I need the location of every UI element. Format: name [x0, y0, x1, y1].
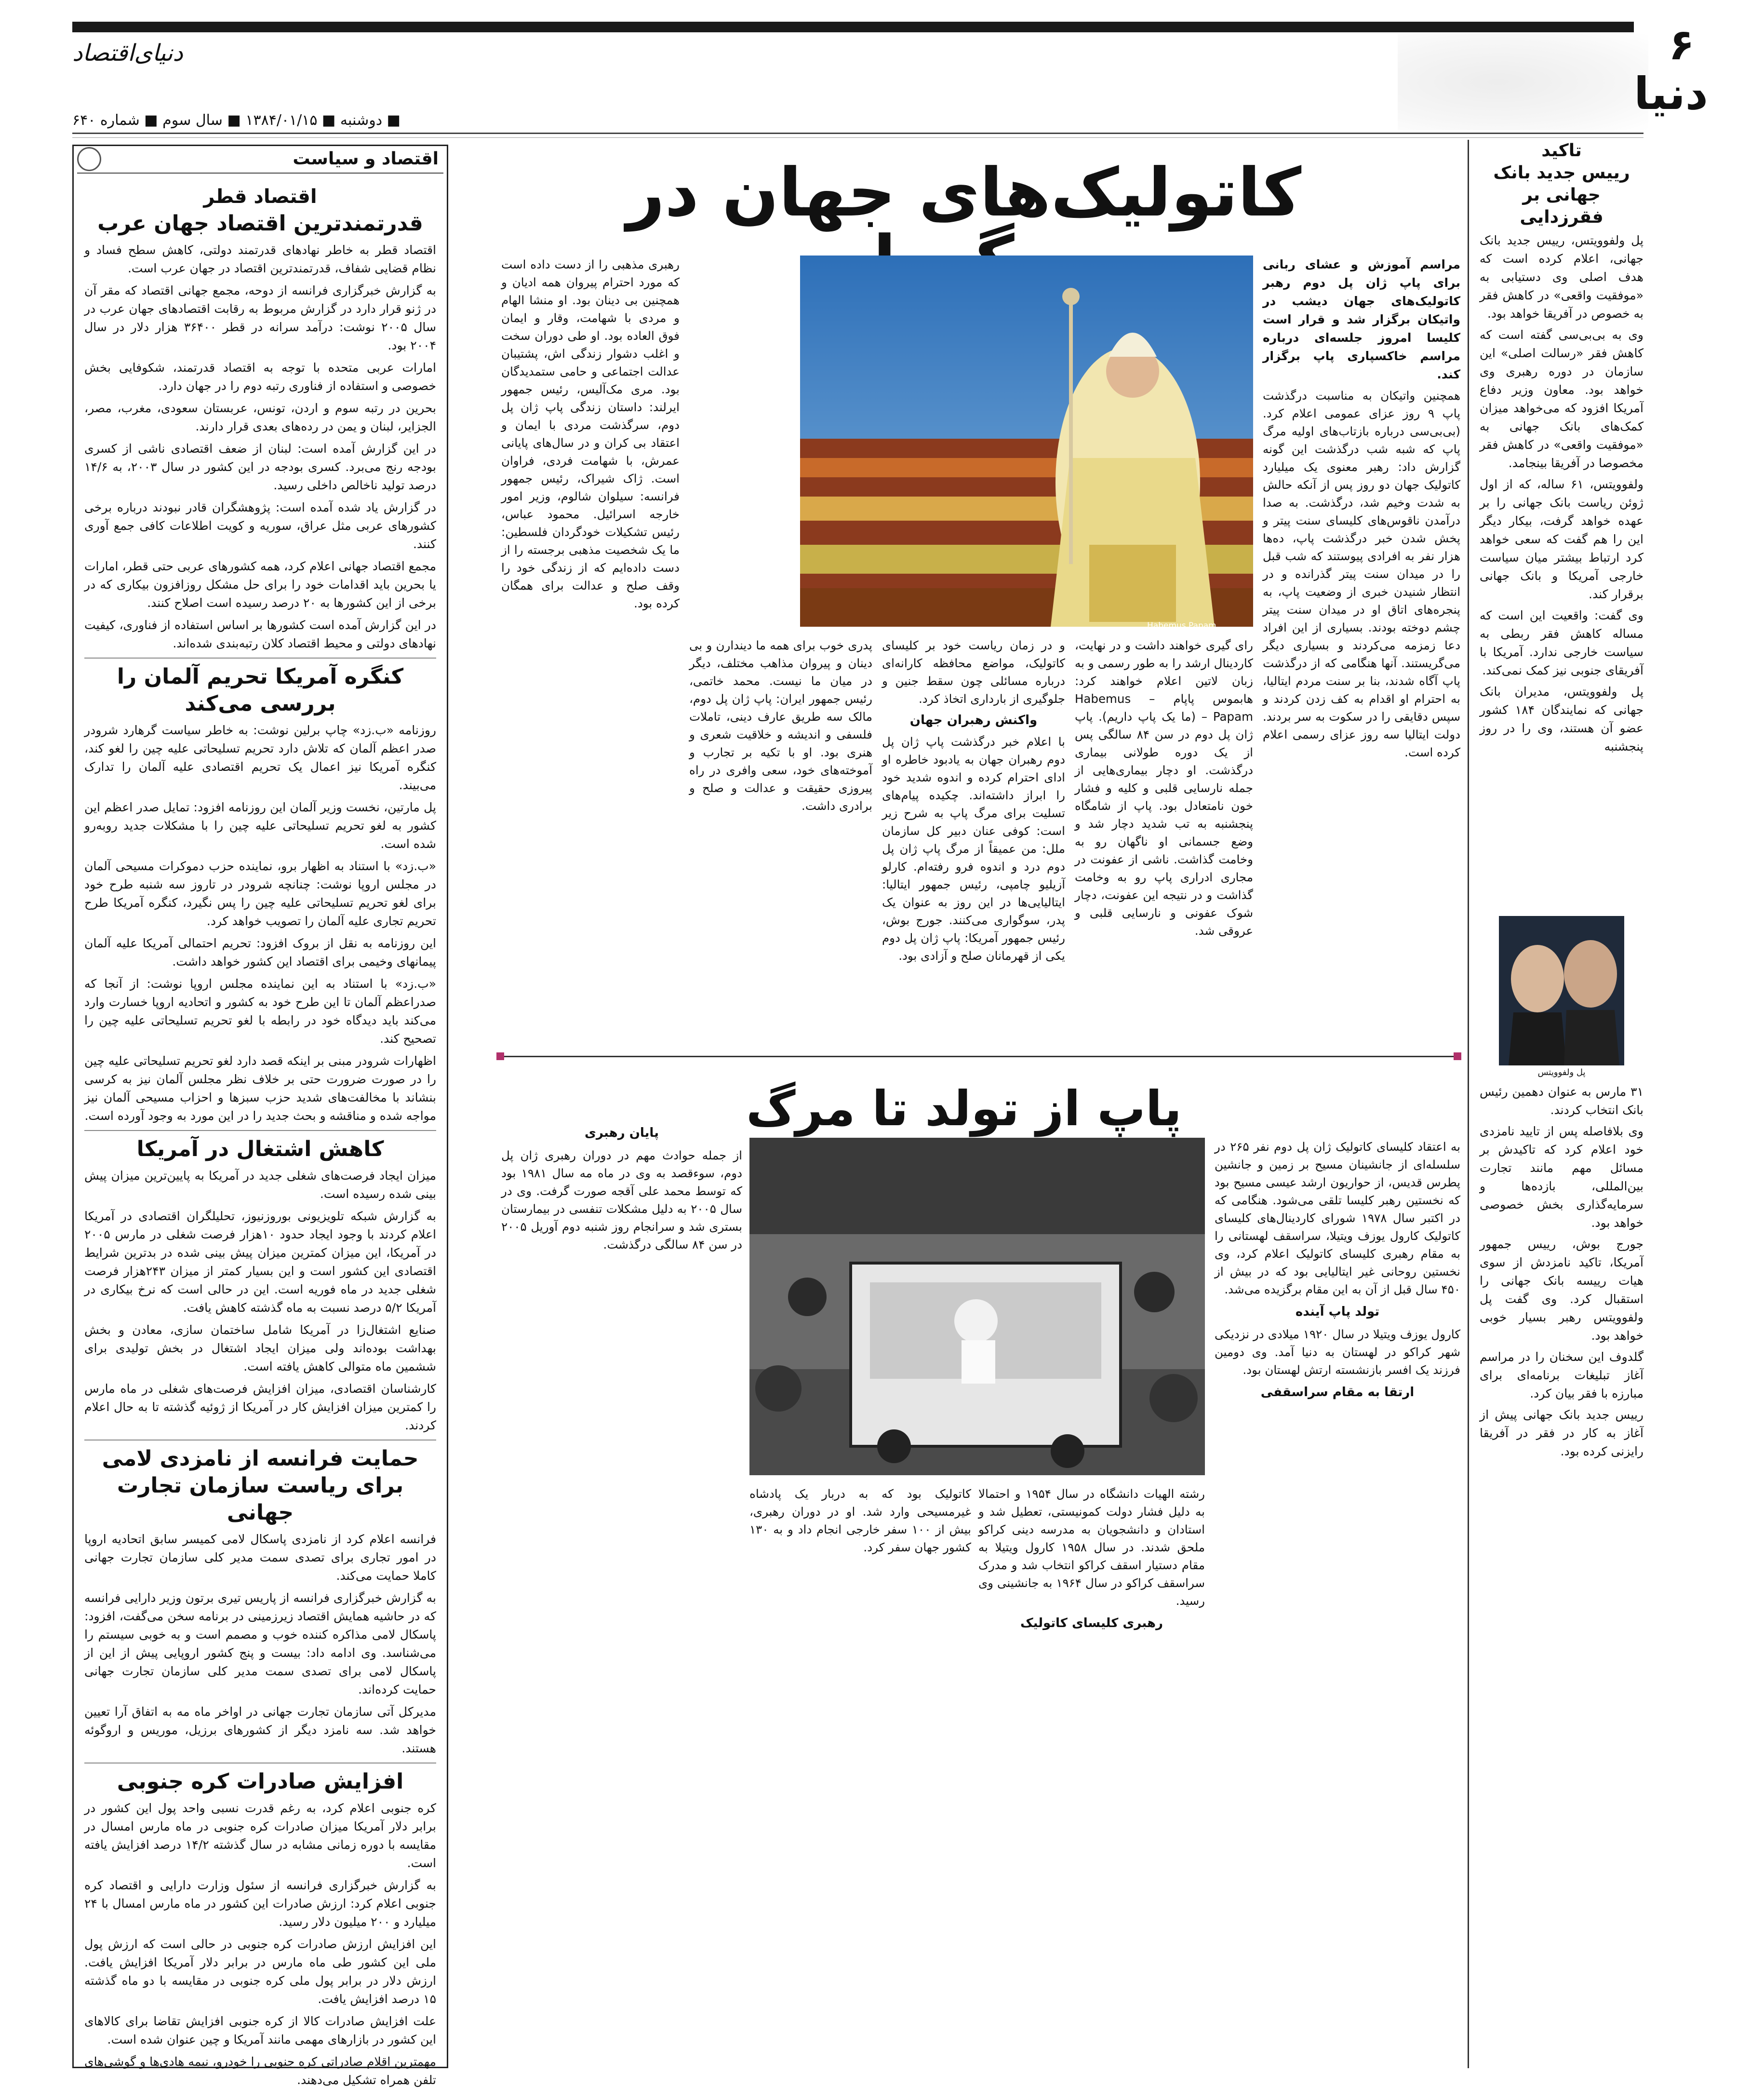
article-paragraph: این روزنامه به نقل از بروک افزود: تحریم احتمالی آمریکا علیه آلمان پیمانهای وخیمی برای اقتصاد این کشور خواهد داشت.	[84, 936, 436, 969]
left-column-section-label: اقتصاد و سیاست	[77, 145, 443, 174]
article-paragraph: «ب.زد» با استناد به این نماینده مجلس اروپا نوشت: از آنجا که صدراعظم آلمان تا این طرح خود به کشور و اتحادیه اروپا خسارت وارد می‌کند باید دیدگاه خود در رابطه با لغو تحریم تسلیحاتی علیه چین را تصحیح کند.	[84, 977, 436, 1046]
article-paragraph: روزنامه «ب.زد» چاپ برلین نوشت: به خاطر سیاست گرهارد شرودر صدر اعظم آلمان که تلاش دارد تحریم تسلیحاتی علیه چین را لغو کند، کنگره آمریکا نیز اعمال یک تحریم اقتصادی علیه آلمان را تدارک می‌بیند.	[84, 723, 436, 792]
page-number: ۶	[1655, 18, 1708, 71]
story-separator	[501, 1056, 1460, 1057]
right-column-bottom	[1480, 1080, 1643, 2054]
sidebar-paragraph: پل ولفوویتس، رییس جدید بانک جهانی، اعلام کرده است که هدف اصلی وی دستیابی به «موفقیت واقعی» در کاهش فقر به خصوص در آفریقا خواهد بود.	[1480, 233, 1643, 321]
sidebar-paragraph: جورج بوش، رییس جمهور آمریکا، تاکید نامزدش از سوی هیات رییسه بانک جهانی را استقبال کرد. وی گفت پل ولفوویتس رهبر بسیار خوبی خواهد بود.	[1480, 1237, 1643, 1343]
article-paragraph: در این گزارش آمده است: لبنان از ضعف اقتصادی ناشی از کسری بودجه رنج می‌برد. کسری بودجه در این کشور در سال ۲۰۰۳، به ۱۴/۶ درصد تولید ناخالص داخلی رسید.	[84, 442, 436, 492]
article-paragraph: در این گزارش آمده است کشورها بر اساس استفاده از فناوری، کیفیت نهادهای دولتی و محیط اقتصاد کلان رتبه‌بندی شده‌اند.	[84, 618, 436, 650]
sidebar-paragraph: وی به بی‌بی‌سی گفته است که کاهش فقر «رسالت اصلی» این سازمان در دوره رهبری وی خواهد بود. معاون وزیر دفاع آمریکا افزود که می‌خواهد میزان کمک‌های بانک جهانی به «موفقیت واقعی» در کاهش فقر مخصوصا در آفریقا بینجامد.	[1480, 328, 1643, 470]
article-title: کنگره آمریکا تحریم آلمان را بررسی می‌کند	[117, 664, 404, 716]
brand-logo: دنیای‌اقتصاد	[72, 40, 183, 67]
article-paragraph: بحرین در رتبه سوم و اردن، تونس، عربستان سعودی، مغرب، مصر، الجزایر، لبنان و یمن در رده‌های بعدی قرار دارند.	[84, 401, 436, 433]
popemobile-photo	[749, 1138, 1205, 1475]
header-rule	[72, 133, 1643, 134]
photo-caption: Habemus Papam	[1147, 621, 1216, 631]
article-paragraph: میزان ایجاد فرصت‌های شغلی جدید در آمریکا به پایین‌ترین میزان پیش بینی شده رسیده است.	[84, 1169, 436, 1201]
sidebar-paragraph: ۳۱ مارس به عنوان دهمین رئیس بانک انتخاب کردند.	[1480, 1085, 1643, 1117]
globe-icon	[77, 147, 101, 171]
article-qatar	[84, 183, 436, 653]
main-story-column-5	[501, 256, 680, 1046]
main-story-text: رای گیری خواهند داشت و در نهایت، کاردینال ارشد را به طور رسمی و به زبان لاتین اعلام خواهند کرد: هابموس پاپام – Habemus Papam – (ما یک پاپ داریم). پاپ ژان پل دوم در سن ۸۴ سالگی پس از یک دوره طولانی بیماری درگذشت. او دچار بیماری‌هایی از جمله نارسایی قلبی و کلیه و فشار خون نامتعادل بود. پاپ از شامگاه پنجشنبه به تب شدید دچار شد و وضع جسمانی او ناگهان رو به وخامت گذاشت. ناشی از عفونت در مجاری ادراری پاپ رو به وخامت گذاشت و در نتیجه این عفونت، دچار شوک عفونی و نارسایی قلبی و عروقی شد.	[1075, 638, 1253, 938]
main-story-text: و در زمان ریاست خود بر کلیسای کاتولیک، مواضع محافظه کارانه‌ای درباره مسائلی چون سقط جنین و جلوگیری از بارداری اتخاذ کرد.	[882, 638, 1065, 706]
left-column-content	[84, 183, 436, 2087]
wolfowitz-photo-image	[1499, 916, 1624, 1065]
main-story-text: با اعلام خبر درگذشت پاپ ژان پل دوم رهبران جهان به یادبود خاطره او ادای احترام کرده و اندوه شدید خود را ابراز داشته‌اند. چکیده پیام‌های تسلیت برای مرگ پاپ به شرح زیر است: کوفی عنان دبیر کل سازمان ملل: من عمیقاً از مرگ پاپ ژان پل دوم درد و اندوه فرو رفته‌ام. کارلو آزیلیو چامپی، رئیس جمهور ایتالیا: ایتالیایی‌ها در این روز به عنوان یک پدر، سوگواری می‌کنند. جورج بوش، رئیس جمهور آمریکا: پاپ ژان پل دوم یکی از قهرمانان صلح و آزادی بود.	[882, 735, 1065, 963]
main-story-column-2	[1075, 636, 1253, 1046]
header-rule-thin	[72, 137, 1643, 138]
article-title: حمایت فرانسه از نامزدی لامی برای ریاست سازمان تجارت جهانی	[102, 1446, 419, 1525]
separator-marker	[496, 1052, 504, 1060]
article-title: قدرتمند‌ترین اقتصاد جهان عرب	[97, 211, 423, 236]
main-story-text: رهبری مذهبی را از دست داده است که مورد احترام پیروان همه ادیان و همچنین بی دینان بود. او منشا الهام و مردی با شهامت، وقار و ایمان فوق العاده بود. او طی دوران سخت و اغلب دشوار زندگی اش، پشتیبان عدالت اجتماعی و حامی ستمدیدگان بود. مری مک‌آلیس، رئیس جمهور ایرلند: داستان زندگی پاپ ژان پل دوم، سرگذشت مردی با ایمان و اعتقاد بی کران و در سال‌های پایانی عمرش، با شهامت فردی، فراوان است. ژاک شیراک، رئیس جمهور فرانسه: سیلوان شالوم، وزیر امور خارجه اسرائیل. محمود عباس، رئیس تشکیلات خودگردان فلسطین: ما یک شخصیت مذهبی برجسته را از دست داده‌ایم که از زندگی خود را وقف صلح و عدالت برای همگان کرده بود.	[501, 257, 680, 610]
article-paragraph: این افزایش ارزش صادرات کره جنوبی در حالی است که ارزش پول ملی این کشور طی ماه مارس در برابر دلار آمریکا افزایش یافت. ارزش دلار در برابر پول ملی کره جنوبی در مقایسه با دو ماه گذشته ۱۵ درصد افزایش یافت.	[84, 1937, 436, 2006]
article-paragraph: «ب.زد» با استناد به اظهار برو، نماینده حزب دموکرات مسیحی آلمان در مجلس اروپا نوشت: چنانچه شرودر در تاروز سه شنبه طرح خود برای لغو تحریم تسلیحاتی علیه چین را پس نگیرد، کنگره آمریکا طرح تحریم تجاری علیه آلمان را تصویب خواهد کرد.	[84, 859, 436, 928]
right-column-top	[1480, 140, 1643, 911]
article-paragraph: اقتصاد قطر به خاطر نهادهای قدرتمند دولتی، کاهش سطح فساد و نظام قضایی شفاف، قدرتمندترین اقتصاد در جهان عرب است.	[84, 243, 436, 275]
article-germany-sanctions	[84, 663, 436, 1125]
article-paragraph: مهمترین اقلام صادراتی کره جنوبی را خودرو، نیمه هادی‌ها و گوشی‌های تلفن همراه تشکیل می‌دهند.	[84, 2055, 436, 2087]
article-paragraph: کره جنوبی اعلام کرد، به رغم قدرت نسبی واحد پول این کشور در برابر دلار آمریکا میزان صادرات کره جنوبی در ماه مارس امسال در مقایسه با دوره زمانی مشابه در سال گذشته ۱۴/۲ درصد افزایش یافته است.	[84, 1801, 436, 1870]
pope-photo-image	[800, 256, 1253, 627]
subhead-archbishop: ارتقا به مقام سراسقفی	[1260, 1385, 1415, 1400]
second-story-column-2	[978, 1485, 1205, 2054]
article-paragraph: به گزارش خبرگزاری فرانسه از سئول وزارت دارایی و اقتصاد کره جنوبی اعلام کرد: ارزش صادرات این کشور در ماه مارس امسال با ۲۴ میلیارد و ۲۰۰ میلیون دلار رسید.	[84, 1878, 436, 1929]
main-story-column-1	[1263, 256, 1460, 1046]
article-kicker: اقتصاد قطر	[203, 186, 317, 208]
subhead-world-leaders: واکنش رهبران جهان	[909, 713, 1038, 727]
article-us-jobs	[84, 1136, 436, 1435]
article-paragraph: به گزارش خبرگزاری فرانسه از دوحه، مجمع جهانی اقتصاد که مقر آن در ژنو قرار دارد در گزارش مربوط به رقابت اقتصادهای جهان عرب در سال ۲۰۰۵ نوشت: درآمد سرانه در قطر ۳۶۴۰۰ هزار دلار در سال ۲۰۰۴ بود.	[84, 283, 436, 352]
article-paragraph: امارات عربی متحده با توجه به اقتصاد قدرتمند، شکوفایی بخش خصوصی و استفاده از فناوری رتبه دوم را در جهان دارد.	[84, 361, 436, 393]
divider	[84, 658, 436, 659]
subhead-birth: تولد پاپ آینده	[1295, 1305, 1380, 1319]
sidebar-paragraph: پل ولفوویتس، مدیران بانک جهانی که نمایندگان ۱۸۴ کشور عضو آن هستند، وی را در روز پنجشنبه	[1480, 685, 1643, 754]
main-story-column-4	[689, 636, 872, 1046]
second-headline: پاپ از تولد تا مرگ	[746, 1080, 1182, 1137]
main-headline: کاتولیک‌های جهان در	[626, 154, 1302, 231]
article-paragraph: صنایع اشتغال‌زا در آمریکا شامل ساختمان سازی، معادن و بخش بهداشت بوده‌اند ولی میزان ایجاد اشتغال در بخش تولیدی برای ششمین ماه متوالی کاهش یافته است.	[84, 1323, 436, 1373]
sidebar-paragraph: ولفوویتس، ۶۱ ساله، که از اول ژوئن ریاست بانک جهانی را بر عهده خواهد گرفت، بیکار دیگر این را هم گفت که سعی خواهد کرد ارتباط بیشتر میان سیاست خارجی آمریکا و بانک جهانی برقرار کند.	[1480, 477, 1644, 601]
subhead-leadership: رهبری کلیسای کاتولیک	[1020, 1616, 1163, 1630]
main-story-text: همچنین واتیکان به مناسبت درگذشت پاپ ۹ روز عزای عمومی اعلام کرد. (بی‌بی‌سی درباره بازتاب‌های اولیه مرگ پاپ که شبه شب درگذشت این گونه گزارش داد: رهبر معنوی یک میلیارد کاتولیک جهان دو روز پس از آنکه حالش به شدت وخیم شد، درگذشت. به صدا درآمدن ناقوس‌های کلیسای سنت پیتر و پخش شدن خبر درگذشت پاپ، ده‌ها هزار نفر به افرادی پیوستند که شب قبل را در میدان سنت پیتر گذرانده و در انتظار شنیدن خبری از وضعیت پاپ، به پنجره‌های اتاق او در میدان سنت پیتر چشم دوخته بودند. بسیاری از این افراد دعا زمزمه می‌کردند و بسیاری دیگر می‌گریستند. آنها هنگامی که از درگذشت پاپ آگاه شدند، بنا بر سنت مردم ایتالیا، به احترام او اقدام به کف زدن کردند و سپس دقایقی را در سکوت به سر بردند. دولت ایتالیا سه روز عزای رسمی اعلام کرده است.	[1263, 389, 1460, 759]
second-story-text: کاتولیک بود که به دربار یک پادشاه غیرمسیحی وارد شد. او در دوران رهبری، بیش از ۱۰۰ سفر خارجی انجام داد و به ۱۳۰ کشور جهان سفر کرد.	[749, 1487, 971, 1554]
sidebar-paragraph: وی بلافاصله پس از تایید نامزدی خود اعلام کرد که تاکیدش بر مسائل مهم مانند تجارت بین‌المللی، بازده‌ها و سرمایه‌گذاری بخش خصوصی خواهد بود.	[1480, 1124, 1643, 1230]
sidebar-kicker: تاکید	[1541, 141, 1582, 161]
second-story-text: رشته الهیات دانشگاه در سال ۱۹۵۴ و احتمالا به دلیل فشار دولت کمونیستی، تعطیل شد و استادان و دانشجویان به مدرسه دینی کراکو ملحق شدند. در سال ۱۹۵۸ کارول ویتیلا به مقام دستیار اسقف کراکو انتخاب شد و مدرک سراسقف کراکو در سال ۱۹۶۴ به جانشینی وی رسید.	[978, 1487, 1205, 1608]
article-paragraph: پل مارتین، نخست وزیر آلمان این روزنامه افزود: تمایل صدر اعظم این کشور به لغو تحریم تسلیحاتی علیه چین را با مشکلات جدید روبه‌رو شده است.	[84, 800, 436, 851]
article-paragraph: مدیرکل آتی سازمان تجارت جهانی در اواخر ماه مه به اتفاق آرا تعیین خواهد شد. سه نامزد دیگر از کشورهای برزیل، موریس و اروگوئه هستند.	[84, 1705, 436, 1755]
wolfowitz-caption: پل ولفوویتس	[1537, 1067, 1586, 1077]
second-story-column-1	[1215, 1138, 1460, 2054]
article-title: کاهش اشتغال در آمریکا	[136, 1137, 384, 1161]
popemobile-photo-image	[749, 1138, 1205, 1475]
article-france-lamy	[84, 1445, 436, 1758]
second-story-column-3	[749, 1485, 971, 2054]
pope-photo	[800, 256, 1253, 627]
second-story-text: از جمله حوادث مهم در دوران رهبری ژان پل دوم، سوءقصد به وی در ماه مه سال ۱۹۸۱ بود که توسط محمد علی آقجه صورت گرفت. وی در سال ۲۰۰۵ به دلیل مشکلات تنفسی در بیمارستان بستری شد و سرانجام روز شنبه دوم آوریل ۲۰۰۵ در سن ۸۴ سالگی درگذشت.	[501, 1148, 742, 1252]
right-column-rule	[1468, 140, 1469, 2068]
article-korea-exports	[84, 1768, 436, 2089]
sidebar-title: رییس جدید بانک جهانی بر فقرزدایی	[1493, 163, 1630, 227]
subhead-end: پایان رهبری	[585, 1126, 659, 1140]
main-story-lead: مراسم آموزش و عشای ربانی برای پاپ ژان پل دوم رهبر کاتولیک‌های جهان دیشب در واتیکان برگزار شد و قرار است کلیسا امروز جلسه‌ای درباره مراسم خاکسپاری پاپ برگزار کند.	[1263, 257, 1460, 381]
article-title: افزایش صادرات کره جنوبی	[117, 1769, 404, 1794]
top-rule	[72, 22, 1634, 32]
sidebar-paragraph: وی گفت: واقعیت این است که مساله کاهش فقر ربطی به سیاست خارجی ندارد. آمریکا با آفریقای جنوبی نیز کمک نمی‌کند.	[1480, 608, 1643, 677]
article-paragraph: اظهارات شرودر مبنی بر اینکه قصد دارد لغو تحریم تسلیحاتی علیه چین را در صورت ضرورت حتی بر خلاف نظر مجلس آلمان نیز به کرسی بنشاند با مخالفت‌های شدید حزب سبزها و احزاب مسیحی آلمان نیز مواجه شده و مناقشه و بحث جدید را در این مورد به وجود آورده است.	[84, 1054, 436, 1123]
sidebar-paragraph: گلدوف این سخنان را در مراسم آغاز تبلیغات برنامه‌ای برای مبارزه با فقر بیان کرد.	[1480, 1350, 1643, 1400]
section-title: دنیا	[1634, 68, 1708, 120]
separator-marker	[1454, 1052, 1461, 1060]
main-story-column-3	[882, 636, 1065, 1046]
article-paragraph: به گزارش خبرگزاری فرانسه از پاریس تیری برتون وزیر دارایی فرانسه که در حاشیه همایش اقتصاد زیرزمینی در برنامه سخن می‌گفت، افزود: پاسکال لامی مذاکره کننده خوب و مصمم است و به خوبی سیستم را می‌شناسد. وی ادامه داد: بیست و پنج کشور اروپایی پیش از این از پاسکال لامی برای تصدی سمت مدیر کلی سازمان تجارت جهانی حمایت کرده‌اند.	[84, 1591, 436, 1696]
article-paragraph: مجمع اقتصاد جهانی اعلام کرد، همه کشورهای عربی حتی قطر، امارات یا بحرین باید اقدامات خود را برای حل مشکل روزافزون بیکاری که در برخی از این کشورها به ۲۰ درصد رسیده است اصلاح کنند.	[84, 559, 436, 610]
wolfowitz-photo	[1499, 916, 1624, 1065]
dateline: ■ دوشنبه ■ ۱۳۸۴/۰۱/۱۵ ■ سال سوم ■ شماره ۶۴۰	[72, 112, 401, 129]
main-story-text: پدری خوب برای همه ما دیندارن و بی دینان و پیروان مذاهب مختلف، دیگر در میان ما نیست. محمد خاتمی، رئیس جمهور ایران: پاپ ژان پل دوم، مالک سه طریق عارف دینی، تاملات فلسفی و اندیشه و خلاقیت شعری و هنری بود. او با تکیه بر تجارب و آموخته‌های خود، سعی وافری در راه پیروزی حقیقت و عدالت و صلح و برادری داشت.	[689, 638, 872, 813]
second-story-text: به اعتقاد کلیسای کاتولیک ژان پل دوم نفر ۲۶۵ در سلسله‌ای از جانشینان مسیح بر زمین و جانشین پطرس قدیس، از حواریون ارشد عیسی مسیح بود که نخستین رهبر کلیسا تلقی می‌شود. هنگامی که در اکتبر سال ۱۹۷۸ شورای کاردینال‌های کلیسای کاتولیک کارول یوزف ویتیلا، سراسقف لهستانی را به مقام رهبری کلیسای کاتولیک اعلام کرد، وی نخستین روحانی غیر ایتالیایی بود که در بیش از ۴۵۰ سال قبل از آن به این مقام برگزیده می‌شد.	[1215, 1140, 1461, 1296]
second-story-text: کارول یوزف ویتیلا در سال ۱۹۲۰ میلادی در نزدیکی شهر کراکو در لهستان به دنیا آمد. وی دومین فرزند یک افسر بازنشسته ارتش لهستان بود.	[1215, 1327, 1461, 1377]
article-paragraph: کارشناسان اقتصادی، میزان افزایش فرصت‌های شغلی در ماه مارس را کمترین میزان افزایش کار در آمریکا از ژوئیه گذشته تا به حال اعلام کردند.	[84, 1382, 436, 1432]
second-story-column-4	[501, 1123, 742, 2054]
article-paragraph: علت افزایش صادرات کالا از کره جنوبی افزایش تقاضا برای کالاهای این کشور در بازارهای مهمی مانند آمریکا و چین عنوان شده است.	[84, 2014, 436, 2046]
sidebar-paragraph: رییس جدید بانک جهانی پیش از آغاز به کار در فقر در آفریقا رایزنی کرده بود.	[1480, 1408, 1643, 1458]
divider	[84, 1130, 436, 1131]
article-paragraph: به گزارش شبکه تلویزیونی بوروزنیوز، تحلیلگران اقتصادی در آمریکا اعلام کردند با وجود ایجاد حدود ۱۰هزار فرصت شغلی در مارس ۲۰۰۵ در آمریکا، این میزان کمترین میزان پیش بینی شده در بدترین شرایط اقتصادی این کشور است و این بسیار کمتر از میزان ۲۴۳هزار فرصت شغلی جدید در ماه فوریه است. این در حالی است که نرخ بیکاری در آمریکا ۵/۲ درصد نسبت به ماه گذشته کاهش یافت.	[84, 1209, 436, 1315]
article-paragraph: فرانسه اعلام کرد از نامزدی پاسکال لامی کمیسر سابق اتحادیه اروپا در امور تجاری برای تصدی سمت مدیر کلی سازمان تجارت جهانی کاملا حمایت می‌کند.	[84, 1532, 436, 1583]
article-paragraph: در گزارش یاد شده آمده است: پژوهشگران قادر نبودند درباره برخی کشورهای عربی مثل عراق، سوریه و کویت اطلاعات کافی جمع آوری کنند.	[84, 500, 436, 551]
